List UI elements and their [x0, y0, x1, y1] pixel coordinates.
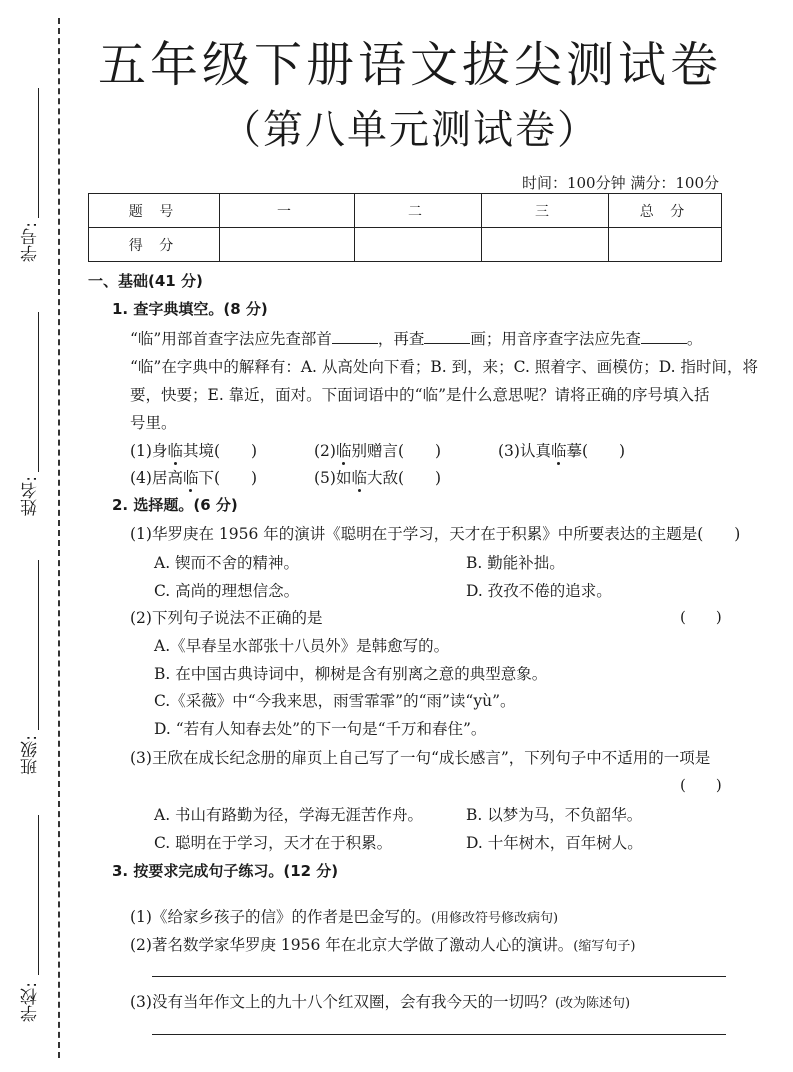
score-input-cell[interactable] [355, 228, 482, 262]
answer-line[interactable] [152, 976, 726, 977]
name-label: 姓名: [21, 476, 41, 516]
score-header-cell: 三 [482, 194, 609, 228]
q1-item-4[interactable]: (4)居高临下( ) [130, 469, 258, 487]
q2-sub3-option-a[interactable]: A. 书山有路勤为径，学海无涯苦作舟。 [154, 806, 424, 824]
school-line [38, 815, 39, 975]
score-header-cell: 二 [355, 194, 482, 228]
exam-title: 五年级下册语文拔尖测试卷 [97, 37, 722, 93]
question-1-line-3: 要，快要；E. 靠近，面对。下面词语中的“临”是什么意思呢？请将正确的序号填入括 [130, 386, 710, 404]
answer-blank[interactable] [424, 329, 470, 344]
q2-sub1-option-a[interactable]: A. 锲而不舍的精神。 [154, 554, 300, 572]
q2-sub2-option-b[interactable]: B. 在中国古典诗词中，柳树是含有别离之意的典型意象。 [154, 665, 548, 683]
q1-item-2[interactable]: (2)临别赠言( ) [314, 442, 442, 460]
question-1-line-2: “临”在字典中的解释有：A. 从高处向下看；B. 到，来；C. 照着字、画模仿；D. 指时间，将 [130, 358, 759, 376]
student-id-label: 学号: [21, 222, 41, 262]
score-input-cell[interactable] [609, 228, 722, 262]
student-id-line [38, 88, 39, 218]
answer-blank[interactable] [641, 329, 687, 344]
q2-sub1-option-b[interactable]: B. 勤能补拙。 [466, 554, 565, 572]
score-table-score-row [89, 228, 722, 262]
q2-sub3-stem: (3)王欣在成长纪念册的扉页上自己写了一句“成长感言”，下列句子中不适用的一项是 [130, 749, 711, 767]
cut-line [58, 18, 60, 1058]
q2-sub2-stem: (2)下列句子说法不正确的是 [130, 609, 323, 627]
q3-sentence-2: (2)著名数学家华罗庚 1956 年在北京大学做了激动人心的演讲。(缩写句子) [130, 936, 636, 954]
q2-sub3-option-b[interactable]: B. 以梦为马，不负韶华。 [466, 806, 643, 824]
time-score-info: 时间：100分钟 满分：100分 [521, 174, 719, 192]
question-1-title: 1. 查字典填空。(8 分) [112, 300, 268, 318]
section-heading: 一、基础(41 分) [88, 272, 203, 290]
q2-sub1-option-c[interactable]: C. 高尚的理想信念。 [154, 582, 300, 600]
q1-item-1[interactable]: (1)身临其境( ) [130, 442, 258, 460]
question-3-title: 3. 按要求完成句子练习。(12 分) [112, 862, 339, 880]
binding-margin [0, 0, 70, 1072]
score-table-header-row [89, 194, 722, 228]
score-input-cell[interactable] [220, 228, 355, 262]
q2-sub2-option-c[interactable]: C.《采薇》中“今我来思，雨雪霏霏”的“雨”读“yù”。 [154, 692, 516, 710]
score-input-cell[interactable] [482, 228, 609, 262]
question-1-line-4: 号里。 [130, 414, 177, 432]
exam-subtitle: （第八单元测试卷） [221, 107, 599, 153]
score-header-cell: 总 分 [609, 194, 722, 228]
question-1-line-1: “临”用部首查字法应先查部首 ，再查 画；用音序查字法应先查 。 [130, 330, 703, 348]
q3-sentence-3: (3)没有当年作文上的九十八个红双圈，会有我今天的一切吗？(改为陈述句) [130, 993, 631, 1011]
score-row-label: 得 分 [89, 228, 220, 262]
q2-sub2-option-a[interactable]: A.《早春呈水部张十八员外》是韩愈写的。 [154, 637, 450, 655]
q3-sentence-1: (1)《给家乡孩子的信》的作者是巴金写的。(用修改符号修改病句) [130, 908, 559, 926]
class-line [38, 560, 39, 730]
q1-item-3[interactable]: (3)认真临摹( ) [498, 442, 626, 460]
question-2-title: 2. 选择题。(6 分) [112, 496, 238, 514]
q2-sub1-stem: (1)华罗庚在 1956 年的演讲《聪明在于学习，天才在于积累》中所要表达的主题是( ) [130, 525, 741, 543]
name-line [38, 312, 39, 472]
q2-sub1-option-d[interactable]: D. 孜孜不倦的追求。 [466, 582, 612, 600]
answer-blank[interactable] [332, 329, 378, 344]
answer-line[interactable] [152, 1034, 726, 1035]
answer-paren[interactable]: ( ) [680, 608, 722, 626]
score-header-cell: 一 [220, 194, 355, 228]
school-label: 学校: [21, 982, 41, 1022]
q2-sub3-option-d[interactable]: D. 十年树木，百年树人。 [466, 834, 643, 852]
answer-paren[interactable]: ( ) [680, 776, 722, 794]
score-table [88, 193, 722, 262]
score-header-cell: 题 号 [89, 194, 220, 228]
q2-sub2-option-d[interactable]: D. “若有人知春去处”的下一句是“千万和春住”。 [154, 720, 487, 738]
class-label: 班级: [21, 735, 41, 775]
q1-item-5[interactable]: (5)如临大敌( ) [314, 469, 442, 487]
q2-sub3-option-c[interactable]: C. 聪明在于学习，天才在于积累。 [154, 834, 393, 852]
